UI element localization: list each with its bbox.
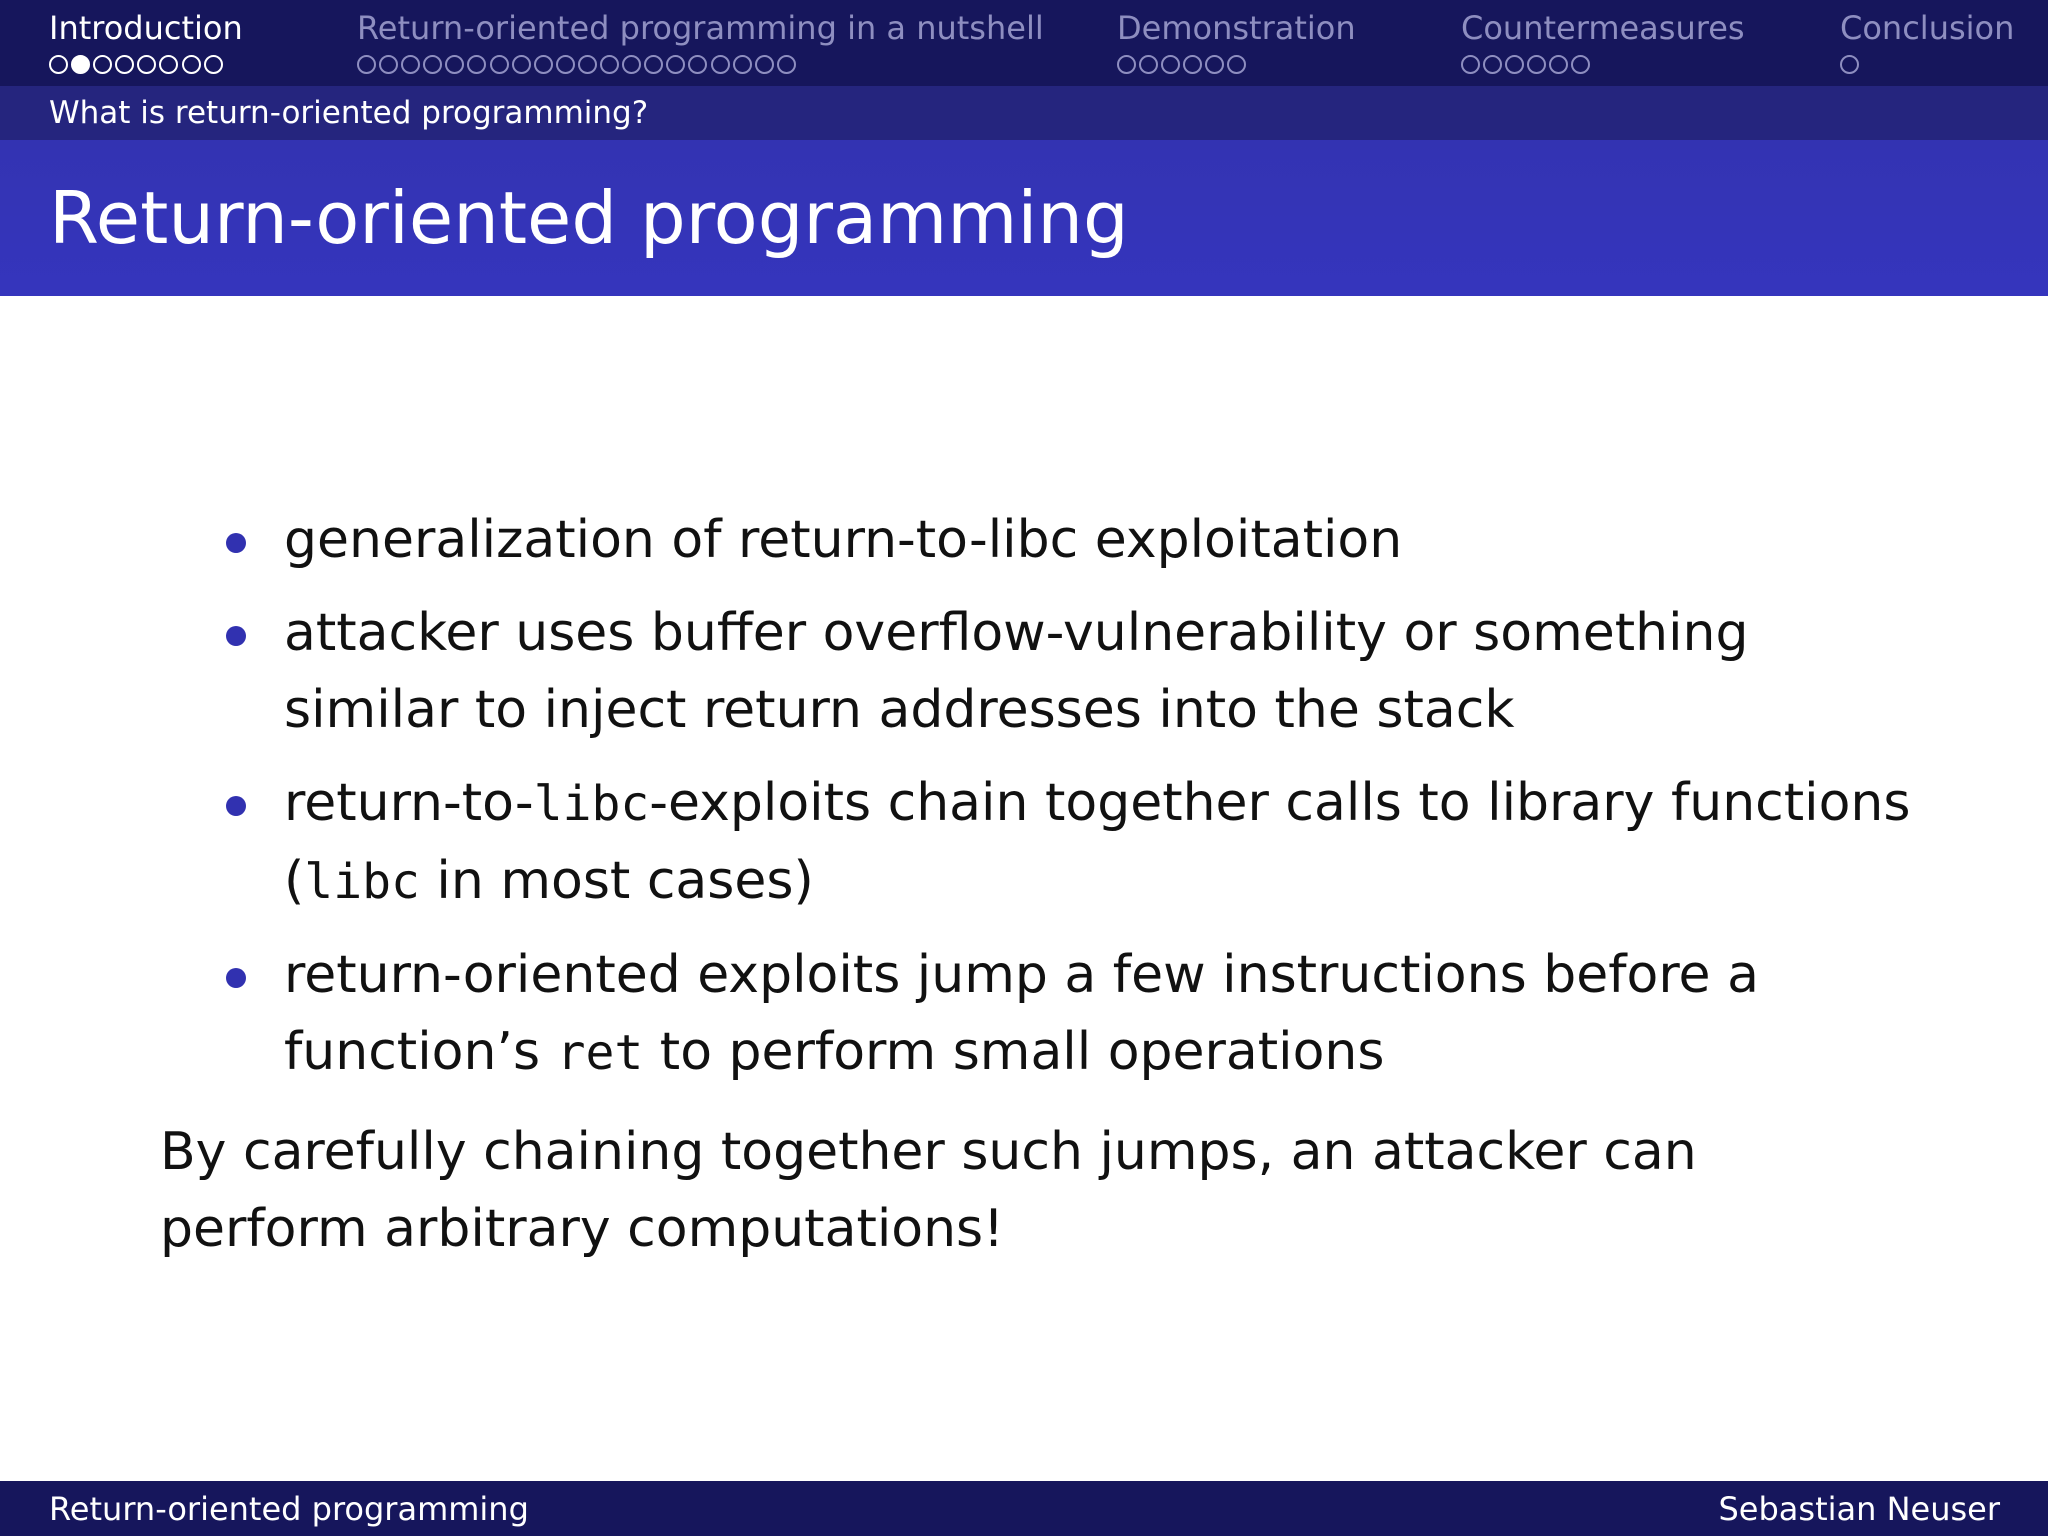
bullet-icon (226, 796, 246, 816)
nav-progress-dot[interactable] (1227, 55, 1246, 74)
text-segment: generalization of return-to-libc exploitation (284, 510, 1403, 570)
text-segment: -exploits chain together calls to library functions ( (284, 773, 1911, 911)
nav-dots-conclusion (1840, 53, 2014, 75)
nav-progress-dot[interactable] (688, 55, 707, 74)
nav-progress-dot[interactable] (1161, 55, 1180, 74)
nav-section-rop-nutshell[interactable] (357, 8, 1044, 84)
nav-progress-dot[interactable] (644, 55, 663, 74)
nav-progress-dot[interactable] (1117, 55, 1136, 74)
nav-progress-dot[interactable] (49, 55, 68, 74)
nav-section-demonstration[interactable] (1117, 8, 1356, 84)
page-title: Return-oriented programming (49, 176, 1129, 260)
slide-content (0, 296, 2048, 1481)
nav-progress-dot[interactable] (204, 55, 223, 74)
code-token: libc (304, 854, 420, 910)
code-token: libc (533, 776, 650, 832)
bullet-text (284, 603, 1748, 740)
nav-progress-dot[interactable] (622, 55, 641, 74)
nav-progress-dot[interactable] (159, 55, 178, 74)
footer-title: Return-oriented programming (49, 1490, 529, 1528)
nav-progress-dot[interactable] (1527, 55, 1546, 74)
nav-progress-dot[interactable] (578, 55, 597, 74)
nav-progress-dot[interactable] (1139, 55, 1158, 74)
footer-bar (0, 1481, 2048, 1536)
nav-section-introduction[interactable] (49, 8, 243, 84)
bullet-icon (226, 626, 246, 646)
nav-progress-dot[interactable] (666, 55, 685, 74)
nav-progress-dot[interactable] (1549, 55, 1568, 74)
list-item (222, 595, 1922, 749)
nav-progress-dot[interactable] (711, 55, 730, 74)
nav-progress-dot[interactable] (115, 55, 134, 74)
nav-label-conclusion[interactable]: Conclusion (1840, 9, 2015, 47)
nav-label-rop-nutshell[interactable]: Return-oriented programming in a nutshell (357, 9, 1044, 47)
nav-progress-dot[interactable] (137, 55, 156, 74)
nav-dots-rop-nutshell (357, 53, 1044, 75)
nav-progress-dot[interactable] (445, 55, 464, 74)
nav-progress-dot[interactable] (1483, 55, 1502, 74)
conclusion-paragraph: By carefully chaining together such jumps, an attacker can perform arbitrary computations! (160, 1122, 1697, 1259)
nav-progress-dot[interactable] (490, 55, 509, 74)
nav-progress-dot[interactable] (1571, 55, 1590, 74)
subsection-bar (0, 86, 2048, 140)
nav-progress-dot[interactable] (1505, 55, 1524, 74)
nav-progress-dot[interactable] (777, 55, 796, 74)
nav-progress-dot[interactable] (357, 55, 376, 74)
nav-dots-demonstration (1117, 53, 1356, 75)
nav-progress-dot[interactable] (423, 55, 442, 74)
nav-progress-dot[interactable] (93, 55, 112, 74)
nav-label-introduction[interactable]: Introduction (49, 9, 243, 47)
nav-section-countermeasures[interactable] (1461, 8, 1745, 84)
list-item (222, 765, 1922, 921)
text-segment: in most cases) (419, 851, 814, 911)
text-segment: return-oriented exploits jump a few instructions before a function’s (284, 945, 1759, 1082)
footer-author: Sebastian Neuser (1718, 1490, 2000, 1528)
nav-progress-dot[interactable] (467, 55, 486, 74)
bullet-list (222, 502, 1922, 1108)
nav-section-conclusion[interactable] (1840, 8, 2014, 84)
nav-progress-dot[interactable] (1461, 55, 1480, 74)
text-segment: return-to- (284, 773, 534, 833)
nav-progress-dot[interactable] (401, 55, 420, 74)
nav-progress-dot[interactable] (71, 55, 90, 74)
navigation-bar (0, 0, 2048, 86)
bullet-text (284, 773, 1910, 911)
nav-dots-introduction (49, 53, 243, 75)
nav-progress-dot[interactable] (755, 55, 774, 74)
nav-progress-dot[interactable] (600, 55, 619, 74)
nav-progress-dot[interactable] (1840, 55, 1859, 74)
nav-label-countermeasures[interactable]: Countermeasures (1461, 9, 1745, 47)
code-token: ret (556, 1025, 644, 1081)
nav-dots-countermeasures (1461, 53, 1745, 75)
nav-progress-dot[interactable] (733, 55, 752, 74)
bullet-text (284, 945, 1759, 1082)
nav-progress-dot[interactable] (182, 55, 201, 74)
nav-progress-dot[interactable] (534, 55, 553, 74)
list-item (222, 502, 1922, 579)
list-item (222, 937, 1922, 1092)
nav-progress-dot[interactable] (556, 55, 575, 74)
nav-progress-dot[interactable] (1183, 55, 1202, 74)
bullet-text (284, 510, 1402, 570)
bullet-icon (226, 533, 246, 553)
frame-title-bar (0, 140, 2048, 296)
nav-progress-dot[interactable] (1205, 55, 1224, 74)
nav-label-demonstration[interactable]: Demonstration (1117, 9, 1356, 47)
text-segment: attacker uses buffer overflow-vulnerability or something similar to inject return addresses into the stack (284, 603, 1749, 740)
nav-progress-dot[interactable] (379, 55, 398, 74)
bullet-icon (226, 968, 246, 988)
nav-progress-dot[interactable] (512, 55, 531, 74)
text-segment: to perform small operations (643, 1022, 1385, 1082)
subsection-title: What is return-oriented programming? (49, 95, 649, 131)
